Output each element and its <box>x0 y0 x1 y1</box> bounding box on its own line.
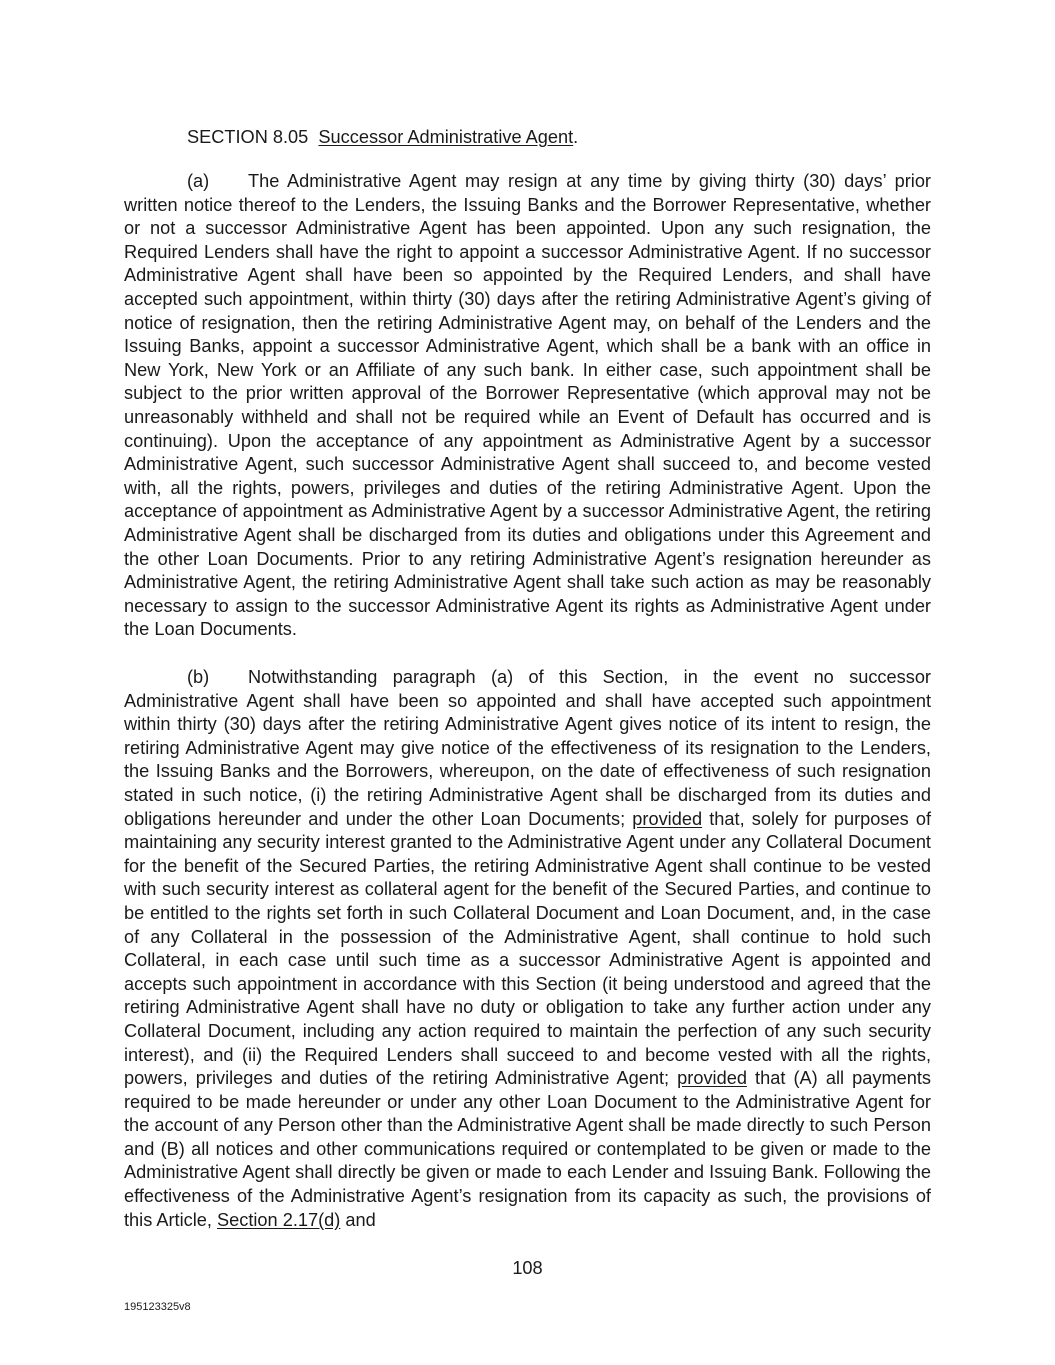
paragraph-a-text: The Administrative Agent may resign at any time by giving thirty (30) days’ prior written notice thereof to the Lenders, the Issuing Banks and the Borrower Representative, whether or not a successor Administrative Agent has been appointed. Upon any such resignation, the Required Lenders shall have the right to appoint a successor Administrative Agent. If no successor Administrative Agent shall have been so appointed by the Required Lenders, and shall have accepted such appointment, within thirty (30) days after the retiring Administrative Agent’s giving of notice of resignation, then the retiring Administrative Agent may, on behalf of the Lenders and the Issuing Banks, appoint a successor Administrative Agent, which shall be a bank with an office in New York, New York or an Affiliate of any such bank. In either case, such appointment shall be subject to the prior written approval of the Borrower Representative (which approval may not be unreasonably withheld and shall not be required while an Event of Default has occurred and is continuing). Upon the acceptance of any appointment as Administrative Agent by a successor Administrative Agent, such successor Administrative Agent shall succeed to, and become vested with, all the rights, powers, privileges and duties of the retiring Administrative Agent. Upon the acceptance of appointment as Administrative Agent by a successor Administrative Agent, the retiring Administrative Agent shall be discharged from its duties and obligations under this Agreement and the other Loan Documents. Prior to any retiring Administrative Agent’s resignation hereunder as Administrative Agent, the retiring Administrative Agent shall take such action as may be reasonably necessary to assign to the successor Administrative Agent its rights as Administrative Agent under the Loan Documents. <box>124 171 931 640</box>
section-heading <box>187 125 578 149</box>
section-reference-link: Section 2.17(d) <box>217 1209 341 1230</box>
paragraph-b-text-4: and <box>340 1209 376 1230</box>
section-number: SECTION 8.05 <box>187 127 309 147</box>
provided-term-1: provided <box>632 808 703 829</box>
paragraph-b-text-1: Notwithstanding paragraph (a) of this Section, in the event no successor Administrative Agent shall have been so appointed and shall have accepted such appointment within thirty (30) days after the retiring Administrative Agent gives notice of its intent to resign, the retiring Administrative Agent may give notice of the effectiveness of its resignation to the Lenders, the Issuing Banks and the Borrowers, whereupon, on the date of effectiveness of such resignation stated in such notice, (i) the retiring Administrative Agent shall be discharged from its duties and obligations hereunder and under the other Loan Documents; <box>124 667 931 829</box>
section-title-period: . <box>573 127 579 147</box>
paragraph-a <box>124 170 931 642</box>
paragraph-b <box>124 666 931 1232</box>
paragraph-a-label: (a) <box>187 171 210 191</box>
paragraph-b-label: (b) <box>187 667 210 687</box>
section-title: Successor Administrative Agent <box>318 127 574 147</box>
provided-term-2: provided <box>677 1068 747 1089</box>
page-number: 108 <box>512 1258 543 1278</box>
paragraph-b-text-3: that (A) all payments required to be made hereunder or under any other Loan Document to the Administrative Agent for the account of any Person other than the Administrative Agent shall be made directly to such Person and (B) all notices and other communications required or contemplated to be given or made to the Administrative Agent shall directly be given or made to each Lender and Issuing Bank. Following the effectiveness of the Administrative Agent’s resignation from its capacity as such, the provisions of this Article, <box>124 1068 931 1230</box>
paragraph-b-text-2: that, solely for purposes of maintaining any security interest granted to the Administrative Agent under any Collateral Document for the benefit of the Secured Parties, the retiring Administrative Agent shall continue to be vested with such security interest as collateral agent for the benefit of the Secured Parties, and continue to be entitled to the rights set forth in such Collateral Document and Loan Document, and, in the case of any Collateral in the possession of the Administrative Agent, shall continue to hold such Collateral, in each case until such time as a successor Administrative Agent is appointed and accepts such appointment in accordance with this Section (it being understood and agreed that the retiring Administrative Agent shall have no duty or obligation to take any further action under any Collateral Document, including any action required to maintain the perfection of any such security interest), and (ii) the Required Lenders shall succeed to and become vested with all the rights, powers, privileges and duties of the retiring Administrative Agent; <box>124 808 931 1089</box>
document-id: 195123325v8 <box>124 1301 191 1313</box>
